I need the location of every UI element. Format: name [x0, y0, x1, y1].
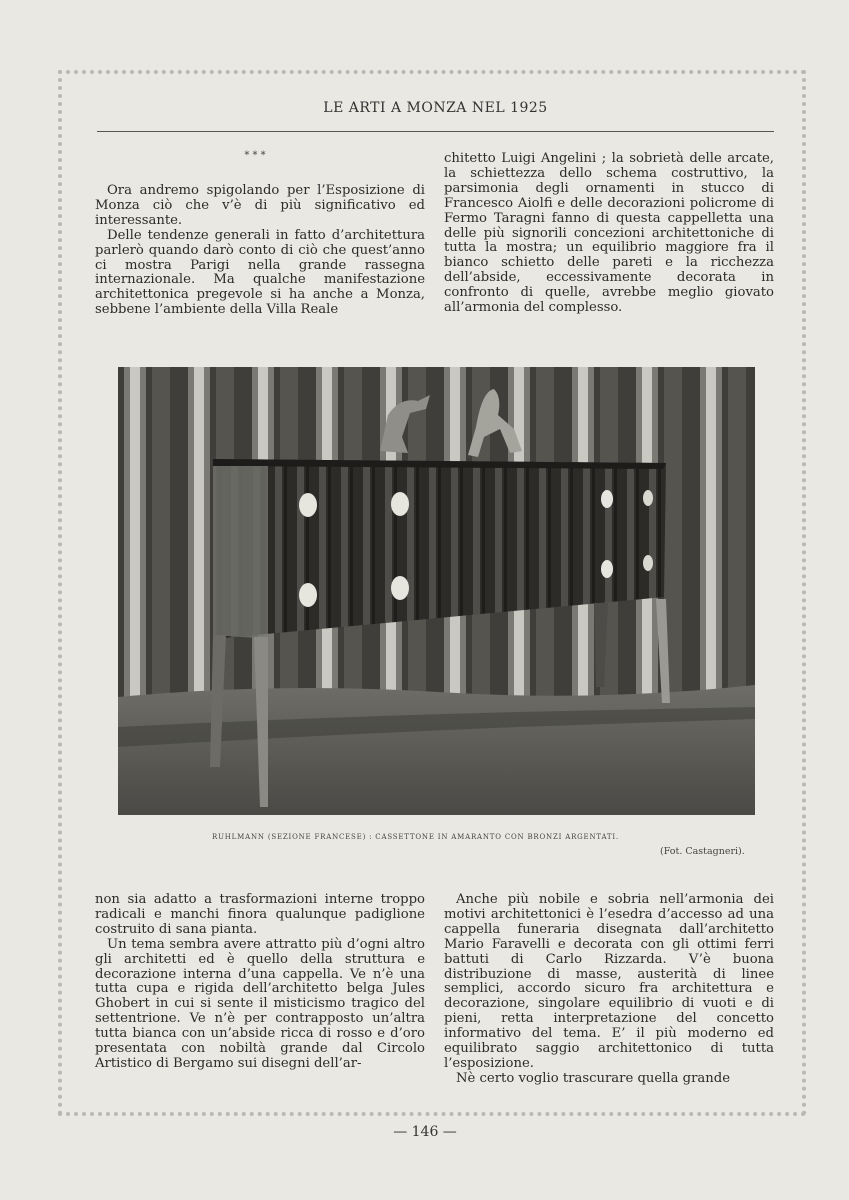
paragraph: Nè certo voglio trascurare quella grande — [456, 1070, 731, 1086]
header-rule — [97, 131, 774, 132]
column-bottom-right — [444, 893, 774, 1087]
paragraph: non sia adatto a trasformazioni interne troppo radicali e manchi finora qualunque padiglione costruito di sana pianta. — [95, 892, 425, 937]
section-asterism: * * * — [244, 150, 266, 161]
photo-credit: (Fot. Castagneri). — [660, 846, 745, 857]
column-top-right — [444, 152, 774, 316]
running-header: LE ARTI A MONZA NEL 1925 — [323, 100, 548, 116]
paragraph: Un tema sembra avere attratto più d’ogni altro gli architetti ed è quello della struttura e decorazione interna d’una cappella. Ve n’è una tutta cupa e rigida dell’architetto belga Jules Ghobert in cui si sente il misticismo tragico del settentrione. Ve n’è per contrapposto un’altra tutta bianca con un’abside ricca di rosso e d’oro presentata con nobiltà grande dal Circolo Artistico di Bergamo sui disegni dell’ar- — [95, 936, 425, 1071]
paragraph: Anche più nobile e sobria nell’armonia dei motivi architettonici è l’esedra d’accesso ad una cappella funeraria disegnata dall’architetto Mario Faravelli e decorata con gli ottimi ferri battuti di Carlo Rizzarda. V’è buona distribuzione di masse, austerità di linee semplici, accordo sicuro fra architettura e decorazione, singolare equilibrio di vuoti e di pieni, retta interpretazione del concetto informativo del tema. E’ il più moderno ed equilibrato saggio architettonico di tutta l’esposizione. — [444, 892, 774, 1071]
paragraph: Delle tendenze generali in fatto d’architettura parlerò quando darò conto di ciò che quest’anno ci mostra Parigi nella grande rassegna internazionale. Ma qualche manifestazione architettonica pregevole si ha anche a Monza, sebbene l’ambiente della Villa Reale — [95, 227, 425, 318]
column-bottom-left — [95, 893, 425, 1072]
figure-caption: RUHLMANN (SEZIONE FRANCESE) : CASSETTONE IN AMARANTO CON BRONZI ARGENTATI. — [212, 833, 619, 841]
photo-ruhlmann-cabinet — [118, 367, 755, 815]
paragraph: Ora andremo spigolando per l’Esposizione di Monza ciò che v’è di più significativo ed interessante. — [95, 183, 425, 228]
column-top-left — [95, 184, 425, 318]
page-number: — 146 — — [393, 1124, 457, 1140]
paragraph: chitetto Luigi Angelini ; la sobrietà delle arcate, la schiettezza dello schema costruttivo, la parsimonia degli ornamenti in stucco di Francesco Aiolfi e delle decorazioni policrome di Fermo Taragni fanno di questa cappelletta una delle più signorili concezioni architettoniche di tutta la mostra; un equilibrio maggiore fra il bianco schietto delle pareti e la ricchezza dell’abside, eccessivamente decorata in confronto di quelle, avrebbe meglio giovato all’armonia del complesso. — [444, 151, 774, 316]
